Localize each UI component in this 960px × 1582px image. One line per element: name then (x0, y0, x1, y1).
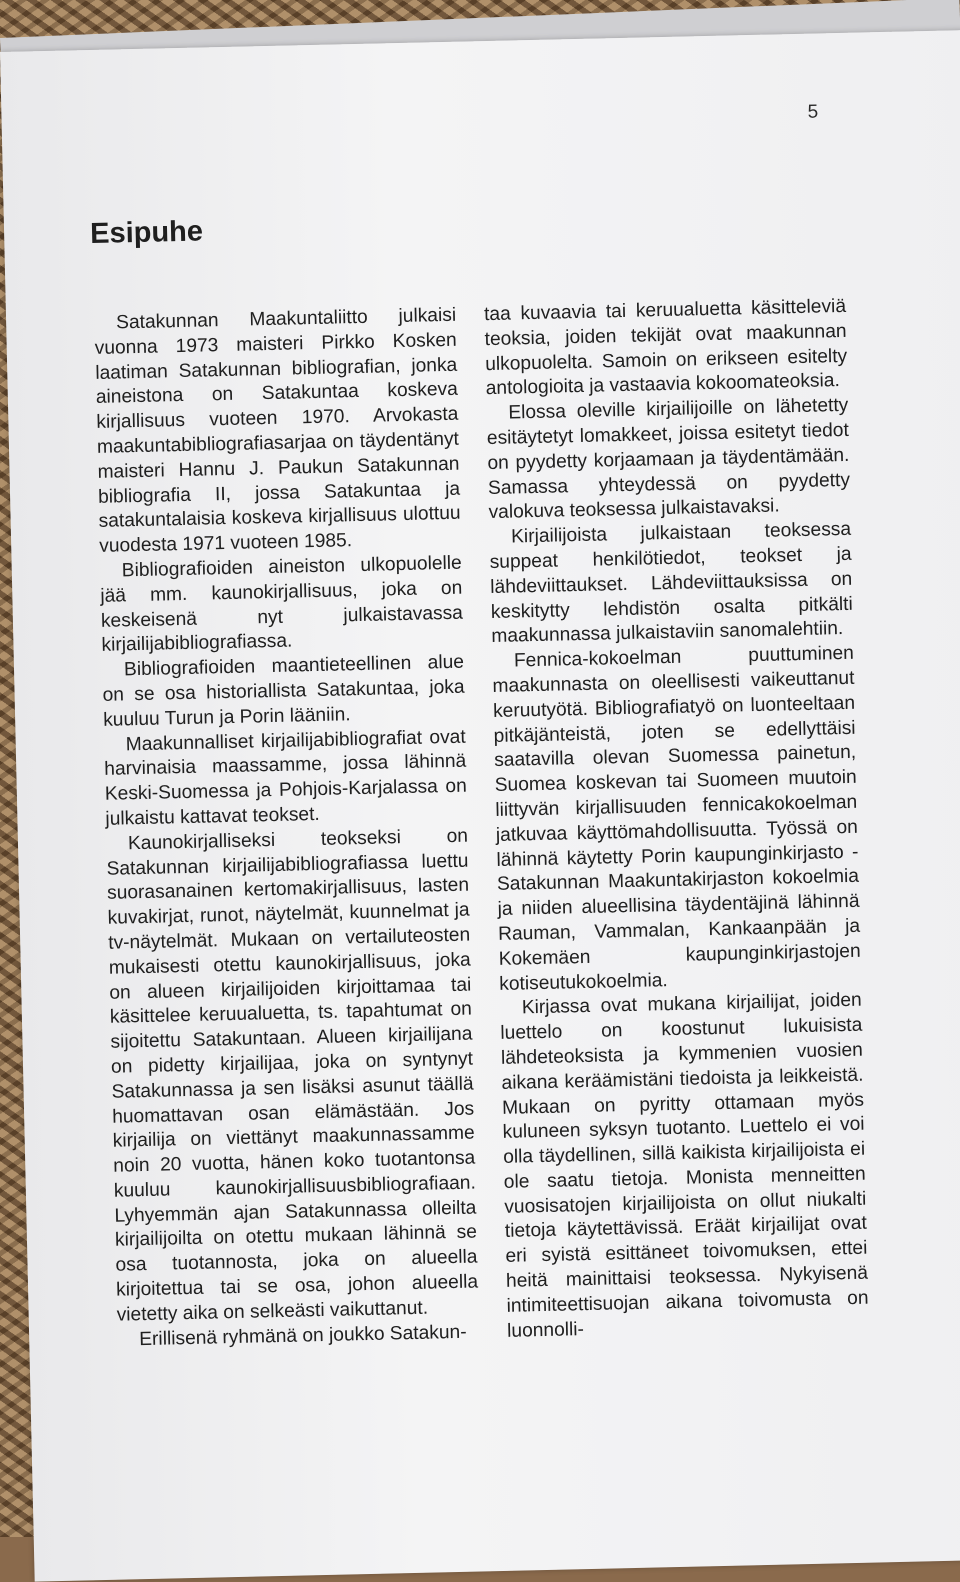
paragraph: Bibliografioiden aineiston ulkopuolelle jää mm. kaunokirjallisuus, joka on keskeisenä nyt julkaistavassa kirjailijabibliografiassa. (100, 552, 464, 657)
paragraph: Kirjailijoista julkaistaan teoksessa suppeat henkilötiedot, teokset ja lähdeviittaukset. Lähdeviittauksissa on keskitytty lehdistön osalta pitkälti maakunnassa julkaistaviin sanomalehtiin. (489, 518, 853, 648)
right-column (484, 295, 870, 1344)
paragraph: Maakunnalliset kirjailijabibliografiat ovat harvinaisia maassamme, jossa lähinnä Keski-Suomessa ja Pohjois-Karjalassa on julkaistu kattavat teokset. (104, 726, 468, 830)
paragraph: Erillisenä ryhmänä on joukko Satakun- (139, 1321, 467, 1350)
paragraph: Satakunnan Maakuntaliitto julkaisi vuonna 1973 maisteri Pirkko Kosken laatiman Satakunnan bibliografian, jonka aineistona on Satakuntaa koskeva kirjallisuus vuoteen 1970. Arvokasta maakuntabibliografiasarjaa on täydentänyt maisteri Hannu J. Paukun Satakunnan bibliografia II, jossa Satakuntaa ja satakuntalaisia koskeva kirjallisuus ulottuu vuodesta 1971 vuoteen 1985. (94, 304, 461, 558)
paragraph: Elossa oleville kirjailijoille on lähetetty esitäytetyt lomakkeet, joissa esitetyt tiedot on pyydetty korjaamaan ja täydentämään. Samassa yhteydessä on pyydetty valokuva teoksessa julkaistavaksi. (486, 395, 851, 524)
page-number: 5 (807, 101, 819, 123)
book-page (0, 30, 960, 1582)
paragraph: Bibliografioiden maantieteellinen alue on se osa historiallista Satakuntaa, joka kuuluu Turun ja Porin lääniin. (102, 651, 465, 731)
paragraph: Fennica-kokoelman puuttuminen maakunnasta on oleellisesti vaikeuttanut keruutyötä. Bibliografiatyö on luonteeltaan pitkäjänteistä, joten se edellyttäisi saatavilla olevan Suomessa painetun, Suomea koskevan tai Suomeen muutoin liittyvän kirjallisuuden fennicakokoelman jatkuvaa käyttömahdollisuutta. Työssä on lähinnä käytetty Porin kaupunginkirjasto - Satakunnan Maakuntakirjaston kokoelmia ja niiden alueellisina täydentäjinä lähinnä Rauman, Vammalan, Kankaanpään ja Kokemäen kaupunginkirjastojen kotiseutukokoelmia. (492, 642, 861, 995)
paragraph: Kirjassa ovat mukana kirjailijat, joiden luettelo on koostunut lukuisista lähdeteoksista ja kymmenien vuosien aikana keräämistäni tiedoista ja leikkeistä. Mukaan on pyritty ottamaan myös kuluneen syksyn tuotanto. Luettelo ei voi olla täydellinen, sillä kaikista kirjailijoista ei ole saatu tietoja. Monista menneitten vuosisatojen kirjailijoista on ollut niukalti tietoja käytettävissä. Eräät kirjailijat ovat eri syistä esittäneet toivomuksen, ettei heitä mainittaisi teoksessa. Nykyisenä intimiteettisuojan aikana toivomusta on luonnolli- (500, 990, 869, 1342)
left-column (94, 304, 480, 1353)
page-heading: Esipuhe (89, 215, 204, 250)
paragraph: Kaunokirjalliseksi teokseksi on Satakunnan kirjailijabibliografiassa luettu suorasanainen kertomakirjallisuus, lasten kuvakirjat, runot, näytelmät, kuunnelmat ja tv-näytelmät. Mukaan on vertailuteosten mukaisesti otettu kaunokirjallisuus, joka on alueen kirjailijoiden kirjoittamaa tai käsittelee keruualuetta, ts. tapahtumat on sijoitettu Satakuntaan. Alueen kirjailijana on pidetty kirjailijaa, joka on syntynyt Satakunnassa ja sen lisäksi asunut täällä huomattavan osan elämästään. Jos kirjailija on viettänyt maakunnassamme noin 20 vuotta, hänen koko tuotantonsa kuuluu kaunokirjallisuusbibliografiaan. Lyhyemmän ajan Satakunnassa olleilta kirjailijoilta on otettu mukaan lähinnä se osa tuotannosta, joka on alueella kirjoitettua tai se osa, johon alueella vietetty aika on selkeästi vaikuttanut. (106, 825, 479, 1326)
paragraph-continuation: taa kuvaavia tai keruualuetta käsitteleviä teoksia, joiden tekijät ovat maakunnan ulkopuolelta. Samoin on erikseen esitelty antologioita ja vastaavia kokoomateoksia. (483, 295, 848, 400)
